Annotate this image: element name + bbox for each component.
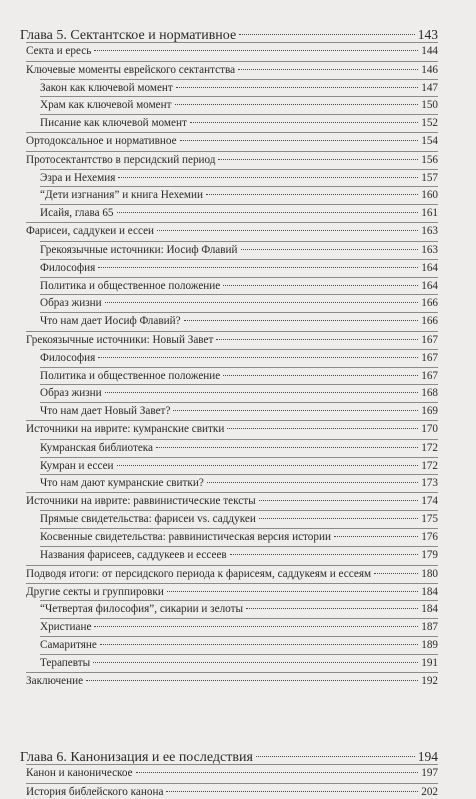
entry-title: Кумран и ессеи — [40, 460, 114, 472]
toc-entry[interactable] — [26, 494, 438, 508]
row-separator — [40, 457, 438, 458]
entry-title: Фарисеи, саддукеи и ессеи — [26, 225, 155, 237]
toc-entry[interactable] — [40, 512, 438, 526]
page-number: 192 — [421, 675, 438, 687]
entry-title: Кумранская библиотека — [40, 442, 154, 454]
page-number: 143 — [417, 27, 438, 42]
toc-entry[interactable] — [26, 44, 438, 58]
toc-entry[interactable] — [26, 766, 438, 780]
dot-leader — [180, 140, 419, 141]
dot-leader — [216, 339, 418, 340]
entry-title: Грекоязычные источники: Новый Завет — [26, 334, 214, 346]
entry-title: Другие секты и группировки — [26, 586, 164, 598]
row-separator — [40, 169, 438, 170]
row-separator — [26, 42, 438, 43]
page-number: 160 — [421, 189, 438, 201]
toc-entry[interactable] — [40, 116, 438, 130]
entry-title: Образ жизни — [40, 387, 102, 399]
page-number: 166 — [421, 315, 438, 327]
entry-title: Секта и ересь — [26, 45, 92, 57]
toc-entry[interactable] — [26, 224, 438, 238]
page-number: 167 — [421, 352, 438, 364]
dot-leader — [227, 428, 418, 429]
page-number: 146 — [421, 64, 438, 76]
page-number: 179 — [421, 549, 438, 561]
entry-title: “Четвертая философия”, сикарии и зелоты — [40, 603, 243, 615]
dot-leader — [259, 500, 419, 501]
page-number: 170 — [421, 423, 438, 435]
row-separator — [26, 672, 438, 673]
dot-leader — [239, 34, 415, 35]
entry-title: Глава 6. Канонизация и ее последствия — [20, 750, 253, 765]
page-number: 144 — [421, 45, 438, 57]
row-separator — [40, 241, 438, 242]
row-separator — [40, 367, 438, 368]
dot-leader — [94, 50, 418, 51]
page-number: 189 — [421, 639, 438, 651]
page-number: 202 — [421, 786, 438, 798]
row-separator — [40, 474, 438, 475]
entry-title: Терапевты — [40, 657, 91, 669]
dot-leader — [117, 212, 419, 213]
page-number: 174 — [421, 495, 438, 507]
page-number: 175 — [421, 513, 438, 525]
toc-entry[interactable] — [40, 476, 438, 490]
row-separator — [40, 654, 438, 655]
page-number: 168 — [421, 387, 438, 399]
dot-leader — [98, 267, 418, 268]
entry-title: Эзра и Нехемия — [40, 172, 116, 184]
page-number: 197 — [421, 767, 438, 779]
dot-leader — [166, 791, 418, 792]
page-number: 172 — [421, 442, 438, 454]
toc-entry[interactable] — [40, 351, 438, 365]
toc-entry[interactable] — [40, 314, 438, 328]
row-separator — [40, 528, 438, 529]
page-number: 176 — [421, 531, 438, 543]
toc-entry[interactable] — [26, 153, 438, 167]
page-number: 164 — [421, 280, 438, 292]
entry-title: Что нам дают кумранские свитки? — [40, 477, 204, 489]
row-separator — [26, 783, 438, 784]
entry-title: Философия — [40, 262, 96, 274]
entry-title: Косвенные свидетельства: раввинистическая версия истории — [40, 531, 331, 543]
page-number: 191 — [421, 657, 438, 669]
row-separator — [40, 439, 438, 440]
toc-entry[interactable] — [40, 279, 438, 293]
page-number: 187 — [421, 621, 438, 633]
entry-title: Протосектантство в персидский период — [26, 154, 216, 166]
toc-entry[interactable] — [40, 638, 438, 652]
page-number: 147 — [421, 82, 438, 94]
entry-title: Храм как ключевой момент — [40, 99, 172, 111]
toc-entry[interactable] — [26, 674, 438, 688]
dot-leader — [207, 482, 418, 483]
entry-title: Что нам дает Иосиф Флавий? — [40, 315, 181, 327]
toc-entry[interactable] — [26, 134, 438, 148]
page-number: 156 — [421, 154, 438, 166]
row-separator — [40, 384, 438, 385]
row-separator — [26, 151, 438, 152]
row-separator — [40, 79, 438, 80]
entry-title: Подводя итоги: от персидского периода к фарисеям, саддукеям и ессеям — [26, 568, 372, 580]
entry-title: Образ жизни — [40, 297, 102, 309]
toc-entry[interactable] — [40, 171, 438, 185]
dot-leader — [246, 608, 418, 609]
row-separator — [40, 636, 438, 637]
dot-leader — [136, 772, 419, 773]
dot-leader — [190, 122, 418, 123]
page-number: 169 — [421, 405, 438, 417]
dot-leader — [156, 447, 418, 448]
row-separator — [26, 222, 438, 223]
toc-entry[interactable] — [40, 602, 438, 616]
row-separator — [40, 204, 438, 205]
toc-entry[interactable] — [40, 81, 438, 95]
toc-entry[interactable] — [40, 620, 438, 634]
page-number: 184 — [421, 586, 438, 598]
row-separator — [40, 114, 438, 115]
toc-entry[interactable] — [26, 567, 438, 581]
row-separator — [26, 331, 438, 332]
entry-title: Писание как ключевой момент — [40, 117, 187, 129]
entry-title: “Дети изгнания” и книга Нехемии — [40, 189, 203, 201]
dot-leader — [334, 536, 418, 537]
page-number: 167 — [421, 370, 438, 382]
dot-leader — [259, 518, 418, 519]
page-number: 150 — [421, 99, 438, 111]
toc-entry[interactable] — [40, 441, 438, 455]
entry-title: Источники на иврите: раввинистические тексты — [26, 495, 256, 507]
page-number: 184 — [421, 603, 438, 615]
toc-entry[interactable] — [40, 206, 438, 220]
row-separator — [26, 61, 438, 62]
dot-leader — [256, 756, 415, 757]
entry-title: Что нам дает Новый Завет? — [40, 405, 171, 417]
dot-leader — [94, 626, 418, 627]
toc-entry[interactable] — [40, 261, 438, 275]
entry-title: Христиане — [40, 621, 92, 633]
page-number: 166 — [421, 297, 438, 309]
dot-leader — [167, 591, 418, 592]
dot-leader — [98, 357, 418, 358]
page-number: 152 — [421, 117, 438, 129]
dot-leader — [117, 465, 419, 466]
page-number: 173 — [421, 477, 438, 489]
row-separator — [40, 259, 438, 260]
entry-title: Прямые свидетельства: фарисеи vs. саддукеи — [40, 513, 256, 525]
row-separator — [40, 349, 438, 350]
dot-leader — [374, 573, 418, 574]
dot-leader — [173, 410, 418, 411]
page-number: 161 — [421, 207, 438, 219]
row-separator — [40, 277, 438, 278]
dot-leader — [241, 249, 419, 250]
toc-entry[interactable] — [40, 656, 438, 670]
entry-title: Ключевые моменты еврейского сектантства — [26, 64, 236, 76]
dot-leader — [175, 104, 419, 105]
entry-title: Закон как ключевой момент — [40, 82, 173, 94]
dot-leader — [105, 392, 419, 393]
page-number: 163 — [421, 244, 438, 256]
entry-title: Канон и каноническое — [26, 767, 133, 779]
row-separator — [26, 492, 438, 493]
row-separator — [40, 618, 438, 619]
row-separator — [40, 186, 438, 187]
dot-leader — [223, 285, 418, 286]
toc-entry[interactable] — [26, 585, 438, 599]
dot-leader — [86, 680, 418, 681]
row-separator — [40, 600, 438, 601]
row-separator — [26, 132, 438, 133]
entry-title: Источники на иврите: кумранские свитки — [26, 423, 225, 435]
dot-leader — [157, 230, 418, 231]
dot-leader — [105, 302, 419, 303]
entry-title: Самаритяне — [40, 639, 97, 651]
entry-title: Глава 5. Сектантское и нормативное — [20, 28, 237, 43]
dot-leader — [218, 159, 418, 160]
toc-entry[interactable] — [40, 296, 438, 310]
entry-title: Политика и общественное положение — [40, 370, 221, 382]
page-number: 154 — [421, 135, 438, 147]
row-separator — [40, 294, 438, 295]
toc-entry[interactable] — [26, 422, 438, 436]
page-number: 180 — [421, 568, 438, 580]
page-number: 194 — [417, 749, 438, 764]
entry-title: Ортодоксальное и нормативное — [26, 135, 177, 147]
page-number: 167 — [421, 334, 438, 346]
dot-leader — [118, 177, 418, 178]
toc-entry[interactable] — [40, 386, 438, 400]
entry-title: История библейского канона — [26, 786, 164, 798]
toc-entry[interactable] — [40, 243, 438, 257]
toc-entry[interactable] — [40, 530, 438, 544]
entry-title: Философия — [40, 352, 96, 364]
row-separator — [40, 546, 438, 547]
entry-title: Названия фарисеев, саддукеев и ессеев — [40, 549, 227, 561]
dot-leader — [223, 375, 418, 376]
row-separator — [40, 96, 438, 97]
row-separator — [26, 764, 438, 765]
entry-title: Заключение — [26, 675, 84, 687]
page-number: 163 — [421, 225, 438, 237]
row-separator — [26, 420, 438, 421]
toc-entry[interactable] — [40, 369, 438, 383]
row-separator — [26, 565, 438, 566]
row-separator — [26, 583, 438, 584]
dot-leader — [100, 644, 418, 645]
toc-entry[interactable] — [26, 785, 438, 799]
page-number: 172 — [421, 460, 438, 472]
page-number: 164 — [421, 262, 438, 274]
entry-title: Политика и общественное положение — [40, 280, 221, 292]
dot-leader — [238, 69, 418, 70]
dot-leader — [184, 320, 419, 321]
page-number: 157 — [421, 172, 438, 184]
entry-title: Грекоязычные источники: Иосиф Флавий — [40, 244, 238, 256]
entry-title: Исайя, глава 65 — [40, 207, 114, 219]
toc-entry[interactable] — [40, 188, 438, 202]
toc-entry[interactable] — [40, 98, 438, 112]
dot-leader — [176, 87, 418, 88]
dot-leader — [230, 554, 419, 555]
dot-leader — [93, 662, 418, 663]
toc-entry[interactable] — [40, 404, 438, 418]
toc-entry[interactable] — [40, 548, 438, 562]
toc-entry[interactable] — [26, 63, 438, 77]
toc-entry[interactable] — [26, 333, 438, 347]
dot-leader — [206, 194, 418, 195]
row-separator — [40, 312, 438, 313]
row-separator — [40, 402, 438, 403]
toc-entry[interactable] — [40, 459, 438, 473]
row-separator — [40, 510, 438, 511]
